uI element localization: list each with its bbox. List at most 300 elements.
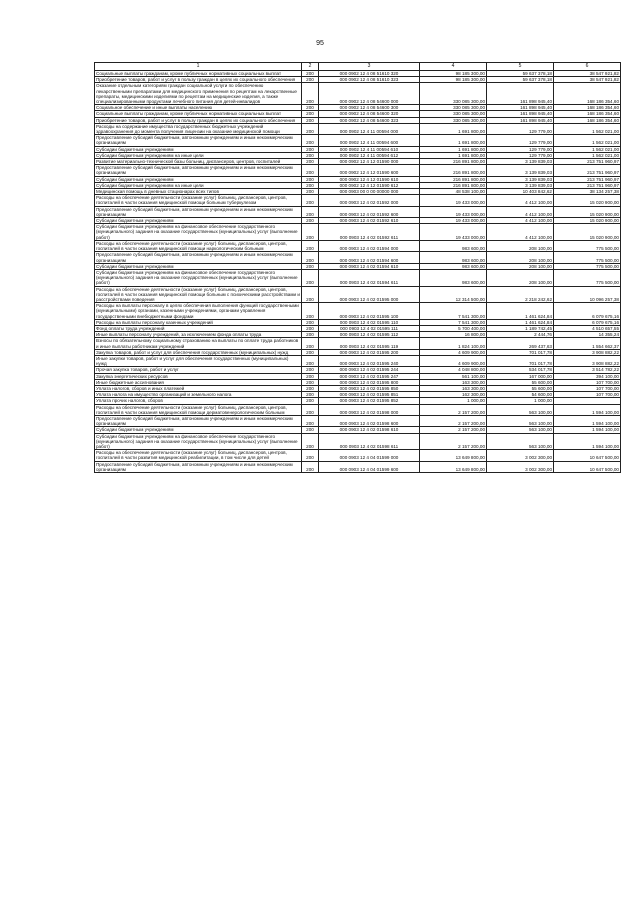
page-number: 95: [316, 40, 324, 47]
row-kbk-cell: 000 0903 12 4 02 01592 000: [319, 195, 420, 206]
row-executed-cell: 563 100,00: [487, 433, 554, 450]
row-approved-cell: 13 649 800,00: [420, 450, 487, 461]
row-kbk-cell: 000 0902 12 4 08 54600 300: [319, 105, 420, 111]
row-executed-cell: 3 139 839,03: [487, 182, 554, 188]
row-approved-cell: 7 541 300,00: [420, 319, 487, 325]
row-name-cell: Взносы по обязательному социальному страхованию на выплаты по оплате труда работников и иные выплаты работникам учреждений: [95, 338, 302, 349]
row-kbk-cell: 000 0902 12 4 08 54600 320: [319, 111, 420, 117]
row-approved-cell: 2 157 200,00: [420, 433, 487, 450]
table-row: [95, 461, 621, 472]
row-remaining-cell: 1 594 100,00: [554, 433, 621, 450]
row-executed-cell: 534 017,78: [487, 367, 554, 373]
table-row: [95, 427, 621, 433]
row-approved-cell: 13 649 800,00: [420, 461, 487, 472]
table-row: [95, 189, 621, 195]
row-code-cell: 200: [302, 349, 319, 355]
row-executed-cell: 3 139 839,03: [487, 176, 554, 182]
row-kbk-cell: 000 0903 12 4 02 01595 119: [319, 338, 420, 349]
row-executed-cell: 1 461 624,84: [487, 303, 554, 320]
row-code-cell: 200: [302, 332, 319, 338]
row-code-cell: 200: [302, 338, 319, 349]
row-kbk-cell: 000 0903 12 4 02 01594 611: [319, 269, 420, 286]
row-name-cell: Предоставление субсидий бюджетным, автономным учреждениям и иным некоммерческим организациям: [95, 165, 302, 176]
row-kbk-cell: 000 0902 12 4 11 00594 610: [319, 146, 420, 152]
table-row: [95, 105, 621, 111]
row-remaining-cell: 6 079 675,16: [554, 319, 621, 325]
row-name-cell: Уплата налогов, сборов и иных платежей: [95, 385, 302, 391]
row-remaining-cell: 213 751 960,97: [554, 176, 621, 182]
row-approved-cell: 330 085 300,00: [420, 83, 487, 105]
row-kbk-cell: 000 0903 12 4 02 01598 610: [319, 427, 420, 433]
row-executed-cell: 2 218 242,62: [487, 286, 554, 303]
header-col-5: 5: [487, 63, 554, 71]
row-code-cell: 200: [302, 159, 319, 165]
row-executed-cell: 208 100,00: [487, 263, 554, 269]
table-row: [95, 111, 621, 117]
row-approved-cell: 983 600,00: [420, 263, 487, 269]
row-kbk-cell: 000 0902 12 4 11 00594 612: [319, 152, 420, 158]
row-code-cell: 200: [302, 385, 319, 391]
row-remaining-cell: 15 020 900,00: [554, 224, 621, 241]
row-executed-cell: 3 002 300,00: [487, 461, 554, 472]
row-executed-cell: 563 100,00: [487, 427, 554, 433]
row-kbk-cell: 000 0902 12 4 12 01590 610: [319, 176, 420, 182]
table-row: [95, 123, 621, 134]
row-name-cell: Социальное обеспечение и иные выплаты населению: [95, 105, 302, 111]
row-code-cell: 200: [302, 189, 319, 195]
row-approved-cell: 330 085 300,00: [420, 117, 487, 123]
row-kbk-cell: 000 0903 12 4 02 01595 110: [319, 319, 420, 325]
row-executed-cell: 3 139 839,03: [487, 159, 554, 165]
table-row: [95, 182, 621, 188]
row-code-cell: 200: [302, 392, 319, 398]
row-remaining-cell: 3 908 882,22: [554, 355, 621, 366]
row-remaining-cell: 213 751 960,97: [554, 165, 621, 176]
row-remaining-cell: 1 562 021,00: [554, 123, 621, 134]
row-approved-cell: 983 600,00: [420, 252, 487, 263]
row-code-cell: 200: [302, 367, 319, 373]
row-code-cell: 200: [302, 269, 319, 286]
row-approved-cell: 1 000,00: [420, 398, 487, 404]
row-remaining-cell: 3 908 882,22: [554, 349, 621, 355]
row-name-cell: Фонд оплаты труда учреждений: [95, 325, 302, 331]
row-executed-cell: 55 600,00: [487, 379, 554, 385]
row-remaining-cell: 213 751 960,97: [554, 182, 621, 188]
row-remaining-cell: 213 751 960,97: [554, 159, 621, 165]
table-row: [95, 303, 621, 320]
row-remaining-cell: 168 186 354,60: [554, 117, 621, 123]
row-approved-cell: 983 600,00: [420, 240, 487, 251]
table-row: [95, 433, 621, 450]
table-row: [95, 218, 621, 224]
row-remaining-cell: 1 594 100,00: [554, 427, 621, 433]
row-executed-cell: 161 898 945,40: [487, 83, 554, 105]
row-executed-cell: 129 779,00: [487, 135, 554, 146]
row-remaining-cell: 775 500,00: [554, 263, 621, 269]
row-kbk-cell: 000 0903 12 4 02 01594 610: [319, 263, 420, 269]
table-row: [95, 159, 621, 165]
table-row: [95, 355, 621, 366]
row-kbk-cell: 000 0903 12 4 04 01599 000: [319, 450, 420, 461]
table-row: [95, 135, 621, 146]
row-approved-cell: 216 891 800,00: [420, 182, 487, 188]
row-remaining-cell: 10 647 500,00: [554, 461, 621, 472]
row-approved-cell: 98 185 300,00: [420, 77, 487, 83]
row-kbk-cell: 000 0903 12 4 02 01595 852: [319, 398, 420, 404]
row-executed-cell: 3 139 839,03: [487, 165, 554, 176]
table-row: [95, 240, 621, 251]
table-row: [95, 415, 621, 426]
table-row: [95, 206, 621, 217]
row-kbk-cell: 000 0903 12 4 02 01598 600: [319, 415, 420, 426]
table-row: [95, 263, 621, 269]
row-kbk-cell: 000 0903 12 4 02 01592 600: [319, 206, 420, 217]
row-code-cell: 200: [302, 398, 319, 404]
row-executed-cell: 1 461 624,84: [487, 319, 554, 325]
row-name-cell: Социальные выплаты гражданам, кроме публичных нормативных социальных выплат: [95, 71, 302, 77]
row-approved-cell: 1 691 800,00: [420, 123, 487, 134]
row-executed-cell: 129 779,00: [487, 146, 554, 152]
row-name-cell: Медицинская помощь в дневных стационарах всех типов: [95, 189, 302, 195]
row-kbk-cell: 000 0903 12 4 02 01595 851: [319, 392, 420, 398]
row-remaining-cell: 10 647 500,00: [554, 450, 621, 461]
row-executed-cell: 208 100,00: [487, 252, 554, 263]
row-remaining-cell: 3 514 782,22: [554, 367, 621, 373]
row-executed-cell: 129 779,00: [487, 152, 554, 158]
row-approved-cell: 216 891 800,00: [420, 165, 487, 176]
row-approved-cell: 4 609 900,00: [420, 355, 487, 366]
table-row: [95, 224, 621, 241]
row-executed-cell: 4 412 100,00: [487, 195, 554, 206]
row-kbk-cell: 000 0903 12 4 02 01595 247: [319, 373, 420, 379]
table-row: [95, 176, 621, 182]
table-row: [95, 269, 621, 286]
table-row: [95, 349, 621, 355]
row-name-cell: Расходы на выплаты персоналу в целях обеспечения выполнения функций государственными (муниципальными) органами, казенными учреждениями, органами управления государственными внебюджетными фондами: [95, 303, 302, 320]
row-name-cell: Субсидии бюджетным учреждениям на иные цели: [95, 182, 302, 188]
row-name-cell: Предоставление субсидий бюджетным, автономным учреждениям и иным некоммерческим организациям: [95, 461, 302, 472]
table-row: [95, 146, 621, 152]
table-row: [95, 338, 621, 349]
row-remaining-cell: 14 355,24: [554, 332, 621, 338]
row-name-cell: Субсидии бюджетным учреждениям на финансовое обеспечение государственного (муниципального) задания на оказание государственных (муниципальных) услуг (выполнение работ): [95, 433, 302, 450]
row-approved-cell: 2 157 200,00: [420, 404, 487, 415]
budget-execution-table: [94, 62, 621, 473]
row-code-cell: 200: [302, 135, 319, 146]
row-code-cell: 200: [302, 146, 319, 152]
row-remaining-cell: 1 594 100,00: [554, 404, 621, 415]
row-name-cell: Уплата налога на имущество организаций и земельного налога: [95, 392, 302, 398]
row-name-cell: Субсидии бюджетным учреждениям на финансовое обеспечение государственного (муниципального) задания на оказание государственных (муниципальных) услуг (выполнение работ): [95, 269, 302, 286]
row-approved-cell: 16 800,00: [420, 332, 487, 338]
row-approved-cell: 4 609 900,00: [420, 349, 487, 355]
row-approved-cell: 19 433 000,00: [420, 195, 487, 206]
row-name-cell: Субсидии бюджетным учреждениям на финансовое обеспечение государственного (муниципального) задания на оказание государственных (муниципальных) услуг (выполнение работ): [95, 224, 302, 241]
row-executed-cell: 701 017,78: [487, 355, 554, 366]
table-row: [95, 252, 621, 263]
row-name-cell: Предоставление субсидий бюджетным, автономным учреждениям и иным некоммерческим организациям: [95, 135, 302, 146]
table-row: [95, 117, 621, 123]
row-approved-cell: 5 700 400,00: [420, 325, 487, 331]
row-executed-cell: 701 017,78: [487, 349, 554, 355]
row-name-cell: Расходы на обеспечение деятельности (оказание услуг) больниц, диспансеров, центров, госпиталей в части оказания медицинской помощи дерматовенерологическим больным: [95, 404, 302, 415]
row-kbk-cell: 000 0903 12 4 02 01595 111: [319, 325, 420, 331]
row-executed-cell: 3 002 300,00: [487, 450, 554, 461]
row-remaining-cell: 6 079 675,16: [554, 303, 621, 320]
row-code-cell: 200: [302, 77, 319, 83]
table-header-row: [95, 63, 621, 71]
table-row: [95, 152, 621, 158]
row-remaining-cell: 1 594 100,00: [554, 415, 621, 426]
row-remaining-cell: 4 510 657,55: [554, 325, 621, 331]
row-kbk-cell: 000 0902 12 4 08 54600 000: [319, 83, 420, 105]
row-executed-cell: 4 412 100,00: [487, 224, 554, 241]
row-approved-cell: 48 538 100,00: [420, 189, 487, 195]
row-kbk-cell: 000 0903 12 4 02 01592 611: [319, 224, 420, 241]
row-code-cell: 200: [302, 325, 319, 331]
row-executed-cell: 161 898 945,40: [487, 111, 554, 117]
row-kbk-cell: 000 0903 12 4 02 01595 112: [319, 332, 420, 338]
row-code-cell: 200: [302, 111, 319, 117]
row-remaining-cell: 107 700,00: [554, 385, 621, 391]
row-code-cell: 200: [302, 252, 319, 263]
row-name-cell: Субсидии бюджетным учреждениям: [95, 218, 302, 224]
row-remaining-cell: 15 020 900,00: [554, 218, 621, 224]
row-code-cell: 200: [302, 450, 319, 461]
row-remaining-cell: 168 186 354,60: [554, 105, 621, 111]
row-name-cell: Расходы на обеспечение деятельности (оказание услуг) больниц, диспансеров, центров, госпиталей в части оказания медицинской помощи больным с психическими расстройствами и расстройствами поведения: [96, 286, 300, 302]
row-name-cell: Субсидии бюджетным учреждениям: [95, 427, 302, 433]
row-kbk-cell: 000 0902 12 4 12 01590 612: [319, 182, 420, 188]
row-kbk-cell: 000 0903 12 4 02 01594 600: [319, 252, 420, 263]
row-name-cell: Субсидии бюджетным учреждениям на иные цели: [95, 152, 302, 158]
row-code-cell: 200: [302, 404, 319, 415]
row-approved-cell: 98 185 300,00: [420, 71, 487, 77]
row-approved-cell: 1 691 800,00: [420, 152, 487, 158]
row-name-cell: Субсидии бюджетным учреждениям: [95, 263, 302, 269]
row-code-cell: 200: [302, 195, 319, 206]
row-remaining-cell: 1 554 662,37: [554, 338, 621, 349]
row-code-cell: 200: [302, 427, 319, 433]
row-remaining-cell: 775 500,00: [554, 269, 621, 286]
row-code-cell: 200: [302, 206, 319, 217]
row-code-cell: 200: [302, 461, 319, 472]
header-col-1: 1: [95, 63, 302, 71]
row-remaining-cell: 775 500,00: [554, 252, 621, 263]
row-code-cell: 200: [302, 303, 319, 320]
row-approved-cell: 163 300,00: [420, 385, 487, 391]
row-name-cell: Расходы на обеспечение деятельности (оказание услуг) больниц, диспансеров, центров, госпиталей в части оказания медицинской помощи больным туберкулезом: [95, 195, 302, 206]
row-remaining-cell: 1 562 021,00: [554, 146, 621, 152]
table-row: [95, 286, 621, 303]
row-name-cell: Закупка товаров, работ и услуг для обеспечения государственных (муниципальных) нужд: [95, 349, 302, 355]
row-remaining-cell: 15 020 900,00: [554, 206, 621, 217]
table-row: [95, 385, 621, 391]
row-remaining-cell: 394 100,00: [554, 373, 621, 379]
row-executed-cell: 161 898 945,40: [487, 105, 554, 111]
row-name-cell: Субсидии бюджетным учреждениям: [95, 176, 302, 182]
row-code-cell: 200: [302, 286, 319, 303]
row-kbk-cell: 000 0903 12 4 02 01595 244: [319, 367, 420, 373]
row-executed-cell: 563 100,00: [487, 404, 554, 415]
row-approved-cell: 163 300,00: [420, 379, 487, 385]
row-remaining-cell: 107 700,00: [554, 379, 621, 385]
row-kbk-cell: 000 0903 12 4 02 01595 850: [319, 385, 420, 391]
row-code-cell: 200: [302, 71, 319, 77]
row-kbk-cell: 000 0903 12 4 02 01598 000: [319, 404, 420, 415]
row-approved-cell: 2 157 200,00: [420, 427, 487, 433]
row-kbk-cell: 000 0903 12 4 02 01598 611: [319, 433, 420, 450]
row-approved-cell: 4 048 800,00: [420, 367, 487, 373]
row-approved-cell: 330 085 300,00: [420, 105, 487, 111]
row-kbk-cell: 000 0903 12 4 02 01594 000: [319, 240, 420, 251]
row-name-cell: Уплата прочих налогов, сборов: [95, 398, 302, 404]
row-approved-cell: 162 300,00: [420, 392, 487, 398]
row-name-cell: Закупка энергетических ресурсов: [95, 373, 302, 379]
row-remaining-cell: 1 562 021,00: [554, 152, 621, 158]
row-approved-cell: 1 691 800,00: [420, 135, 487, 146]
row-name-cell: Расходы на содержание имущества государственных бюджетных учреждений здравоохранения до момента получения лицензии на оказание медицинской помощи: [95, 123, 302, 134]
row-name-cell: Расходы на обеспечение деятельности (оказание услуг) больниц, диспансеров, центров, госпиталей в части развития медицинской реабилитации, в том числе для детей: [95, 450, 302, 461]
row-code-cell: 200: [302, 117, 319, 123]
row-kbk-cell: 000 0903 12 4 02 01595 000: [319, 286, 420, 303]
table-row: [95, 450, 621, 461]
row-executed-cell: 161 898 945,40: [487, 117, 554, 123]
row-kbk-cell: 000 0903 12 4 02 01592 610: [319, 218, 420, 224]
row-name-cell: Иные выплаты персоналу учреждений, за исключением фонда оплаты труда: [95, 332, 302, 338]
row-executed-cell: 59 637 378,18: [487, 77, 554, 83]
row-code-cell: 200: [302, 224, 319, 241]
row-executed-cell: 4 412 100,00: [487, 218, 554, 224]
table-row: [95, 367, 621, 373]
row-approved-cell: 1 691 800,00: [420, 146, 487, 152]
row-name-cell: Предоставление субсидий бюджетным, автономным учреждениям и иным некоммерческим организациям: [95, 415, 302, 426]
row-executed-cell: 59 637 378,18: [487, 71, 554, 77]
row-kbk-cell: 000 0903 12 4 02 01595 200: [319, 349, 420, 355]
row-approved-cell: 19 433 000,00: [420, 218, 487, 224]
row-code-cell: 200: [302, 218, 319, 224]
row-kbk-cell: 000 0903 00 0 00 00000 000: [319, 189, 420, 195]
table-row: [95, 319, 621, 325]
row-approved-cell: 19 433 000,00: [420, 224, 487, 241]
row-code-cell: 200: [302, 152, 319, 158]
row-remaining-cell: 168 186 354,60: [554, 83, 621, 105]
row-approved-cell: 983 600,00: [420, 269, 487, 286]
header-col-4: 4: [420, 63, 487, 71]
row-name-cell: Расходы на обеспечение деятельности (оказание услуг) больниц, диспансеров, центров, госпиталей в части оказания медицинской помощи наркологическим больным: [95, 240, 302, 251]
row-executed-cell: 563 100,00: [487, 415, 554, 426]
row-executed-cell: 129 779,00: [487, 123, 554, 134]
row-remaining-cell: 168 186 354,60: [554, 111, 621, 117]
row-remaining-cell: 15 020 900,00: [554, 195, 621, 206]
row-approved-cell: 7 541 300,00: [420, 303, 487, 320]
row-approved-cell: 216 891 800,00: [420, 176, 487, 182]
row-kbk-cell: 000 0903 12 4 02 01595 240: [319, 355, 420, 366]
row-kbk-cell: 000 0903 12 4 02 01595 100: [319, 303, 420, 320]
row-remaining-cell: 38 547 921,82: [554, 71, 621, 77]
row-remaining-cell: 38 134 257,38: [554, 189, 621, 195]
table-row: [95, 71, 621, 77]
row-remaining-cell: 10 096 257,38: [554, 286, 621, 303]
header-col-3: 3: [319, 63, 420, 71]
row-executed-cell: 55 600,00: [487, 385, 554, 391]
row-executed-cell: 167 000,00: [487, 373, 554, 379]
row-code-cell: 200: [302, 355, 319, 366]
row-code-cell: 200: [302, 263, 319, 269]
row-approved-cell: 2 157 200,00: [420, 415, 487, 426]
row-code-cell: 200: [302, 415, 319, 426]
table-row: [95, 77, 621, 83]
row-name-cell: Социальные выплаты гражданам, кроме публичных нормативных социальных выплат: [95, 111, 302, 117]
row-remaining-cell: 107 700,00: [554, 392, 621, 398]
row-code-cell: 200: [302, 319, 319, 325]
row-remaining-cell: 38 547 921,82: [554, 77, 621, 83]
row-code-cell: 200: [302, 373, 319, 379]
row-code-cell: 200: [302, 182, 319, 188]
header-col-6: 6: [554, 63, 621, 71]
header-col-2: 2: [302, 63, 319, 71]
row-approved-cell: 19 433 000,00: [420, 206, 487, 217]
row-kbk-cell: 000 0902 12 4 12 01590 600: [319, 165, 420, 176]
row-approved-cell: 561 100,00: [420, 373, 487, 379]
row-executed-cell: 2 444,76: [487, 332, 554, 338]
row-kbk-cell: 000 0903 12 4 04 01599 600: [319, 461, 420, 472]
row-approved-cell: 216 891 800,00: [420, 159, 487, 165]
row-kbk-cell: 000 0902 12 4 12 01590 000: [319, 159, 420, 165]
row-kbk-cell: 000 0902 12 4 08 51610 320: [319, 71, 420, 77]
row-remaining-cell: 1 562 021,00: [554, 135, 621, 146]
row-approved-cell: 330 085 300,00: [420, 111, 487, 117]
row-approved-cell: 1 824 100,00: [420, 338, 487, 349]
row-code-cell: 200: [302, 176, 319, 182]
row-name-cell: Прочая закупка товаров, работ и услуг: [95, 367, 302, 373]
row-code-cell: 200: [302, 240, 319, 251]
row-name-cell: Предоставление субсидий бюджетным, автономным учреждениям и иным некоммерческим организациям: [95, 252, 302, 263]
row-code-cell: 200: [302, 433, 319, 450]
table-row: [95, 332, 621, 338]
row-code-cell: 200: [302, 379, 319, 385]
row-kbk-cell: 000 0902 12 4 11 00594 000: [319, 123, 420, 134]
row-code-cell: 200: [302, 105, 319, 111]
row-approved-cell: 12 314 500,00: [420, 286, 487, 303]
row-executed-cell: 1 000,00: [487, 398, 554, 404]
row-executed-cell: 10 403 842,62: [487, 189, 554, 195]
row-kbk-cell: 000 0902 12 4 08 51610 323: [319, 77, 420, 83]
table-row: [95, 404, 621, 415]
row-code-cell: 200: [302, 83, 319, 105]
row-name-cell: Расходы на выплаты персоналу казенных учреждений: [95, 319, 302, 325]
row-name-cell: Иные бюджетные ассигнования: [95, 379, 302, 385]
table-row: [95, 392, 621, 398]
row-kbk-cell: 000 0902 12 4 08 54600 323: [319, 117, 420, 123]
row-name-cell: Развитие материально-технической базы больниц, диспансеров, центров, госпиталей: [95, 159, 302, 165]
row-executed-cell: 4 412 100,00: [487, 206, 554, 217]
row-name-cell: Иные закупки товаров, работ и услуг для обеспечения государственных (муниципальных) нужд: [95, 355, 302, 366]
row-kbk-cell: 000 0903 12 4 02 01595 800: [319, 379, 420, 385]
row-kbk-cell: 000 0902 12 4 11 00594 600: [319, 135, 420, 146]
row-name-cell: Субсидии бюджетным учреждениям: [95, 146, 302, 152]
row-executed-cell: 1 189 742,45: [487, 325, 554, 331]
table-row: [95, 165, 621, 176]
row-remaining-cell: 775 500,00: [554, 240, 621, 251]
row-executed-cell: 54 600,00: [487, 392, 554, 398]
row-name-cell: Предоставление субсидий бюджетным, автономным учреждениям и иным некоммерческим организациям: [95, 206, 302, 217]
row-executed-cell: 269 437,63: [487, 338, 554, 349]
row-executed-cell: 208 100,00: [487, 269, 554, 286]
table-row: [95, 195, 621, 206]
row-code-cell: 200: [302, 165, 319, 176]
row-name-cell: Приобретение товаров, работ и услуг в пользу граждан в целях их социального обеспечения: [95, 77, 302, 83]
